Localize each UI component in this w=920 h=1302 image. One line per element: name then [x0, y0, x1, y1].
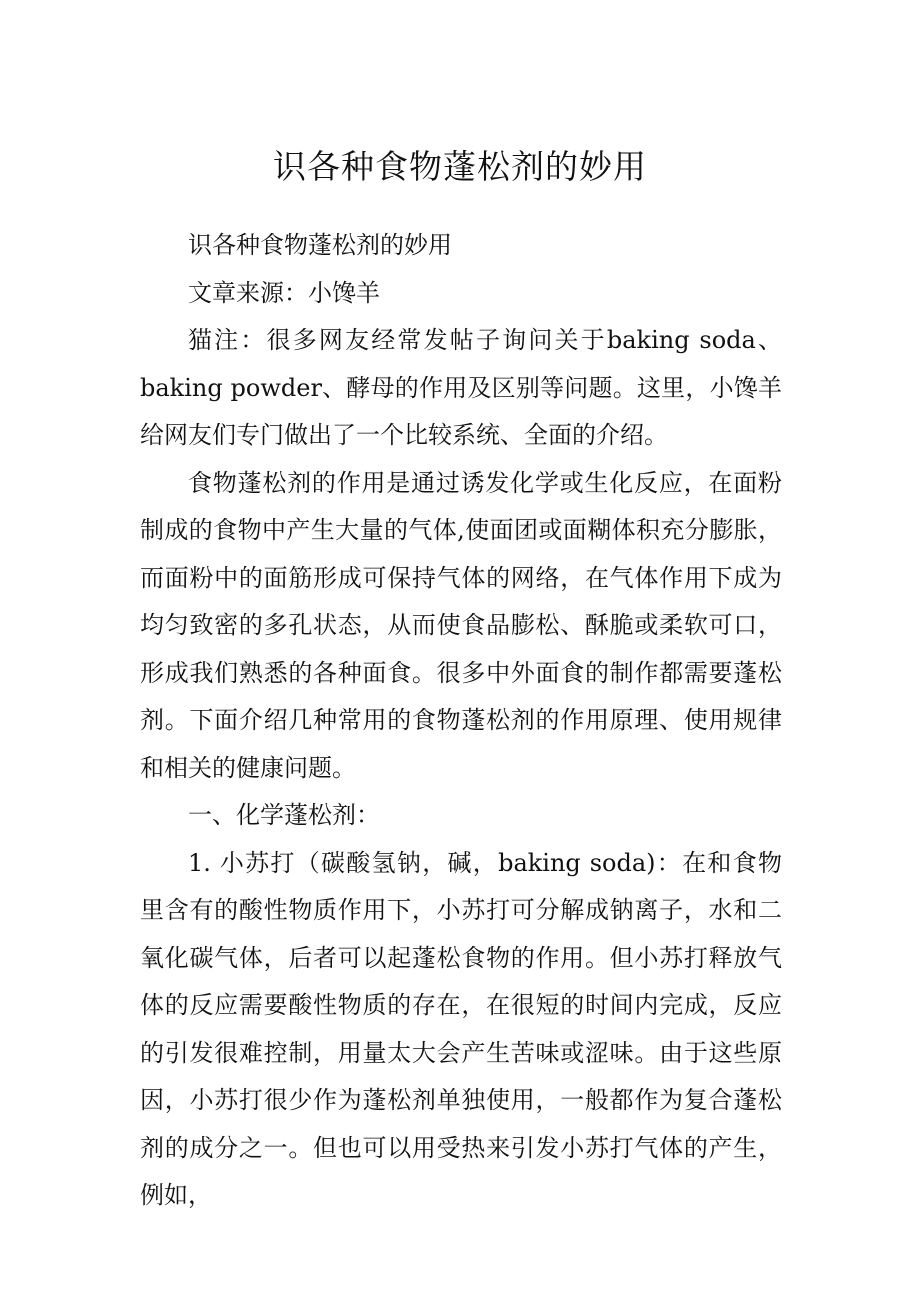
document-body	[140, 222, 782, 1220]
paragraph-subtitle: 识各种食物蓬松剂的妙用	[188, 231, 452, 259]
paragraph-baking-soda: 1. 小苏打（碳酸氢钠，碱，baking soda)：在和食物里含有的酸性物质作用下，小苏打可分解成钠离子，水和二氧化碳气体，后者可以起蓬松食物的作用。但小苏打释放气体的反应需要酸性物质的存在，在很短的时间内完成，反应的引发很难控制，用量太大会产生苦味或涩味。由于这些原因，小苏打很少作为蓬松剂单独使用，一般都作为复合蓬松剂的成分之一。但也可以用受热来引发小苏打气体的产生，例如，	[140, 848, 782, 1209]
paragraph-note: 猫注：很多网友经常发帖子询问关于baking soda、baking powder、酵母的作用及区别等问题。这里，小馋羊给网友们专门做出了一个比较系统、全面的介绍。	[140, 326, 782, 449]
paragraph-intro: 食物蓬松剂的作用是通过诱发化学或生化反应，在面粉制成的食物中产生大量的气体,使面团或面糊体积充分膨胀，而面粉中的面筋形成可保持气体的网络，在气体作用下成为均匀致密的多孔状态，从而使食品膨松、酥脆或柔软可口，形成我们熟悉的各种面食。很多中外面食的制作都需要蓬松剂。下面介绍几种常用的食物蓬松剂的作用原理、使用规律和相关的健康问题。	[140, 468, 782, 782]
page-title: 识各种食物蓬松剂的妙用	[273, 147, 647, 186]
paragraph-source: 文章来源：小馋羊	[188, 278, 380, 307]
section-heading: 一、化学蓬松剂：	[188, 801, 380, 829]
